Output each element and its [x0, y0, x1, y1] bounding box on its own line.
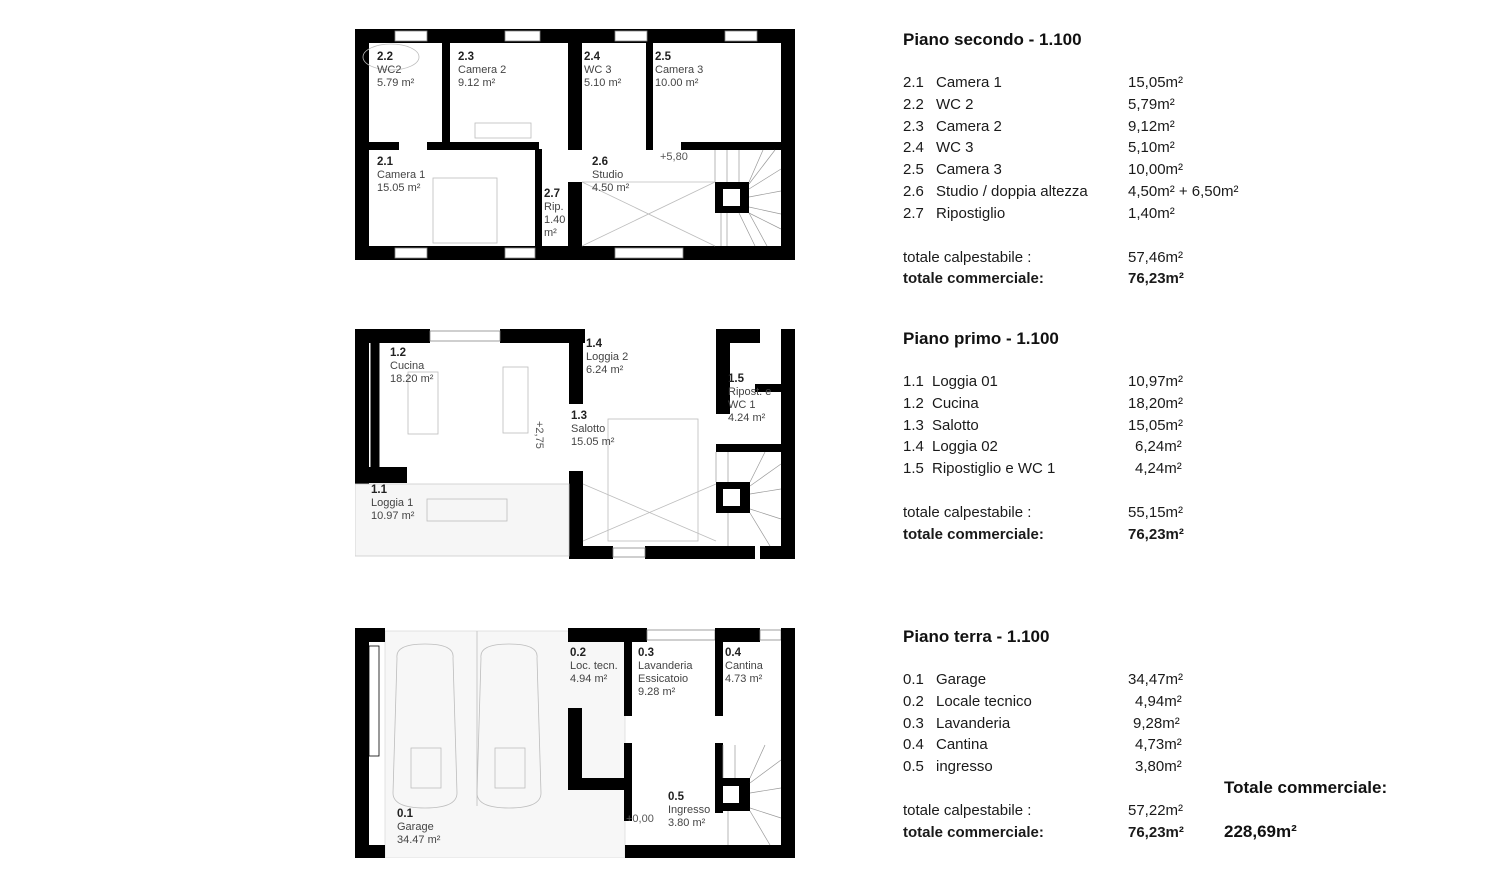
- plan-labels-piano-primo: [355, 329, 795, 559]
- room-row: 0.4 Cantina 4,73m²: [903, 736, 1182, 754]
- room-row: 2.5 Camera 3 10,00m²: [903, 161, 1184, 179]
- room-row: 0.5 ingresso 3,80m²: [903, 758, 1182, 776]
- total-calpestabile-row: totale calpestabile : 55,15m²: [903, 503, 1184, 521]
- plan-room-0-3: 0.3 Lavanderia Essicatoio 9.28 m²: [638, 647, 693, 698]
- plan-room-1-1: 1.1 Loggia 1 10.97 m²: [371, 484, 415, 522]
- plan-room-2-4: 2.4 WC 3 5.10 m²: [584, 51, 622, 89]
- room-row: 2.4 WC 3 5,10m²: [903, 139, 1175, 157]
- room-row: 1.5 Ripostiglio e WC 1 4,24m²: [903, 460, 1182, 478]
- room-row: 1.2 Cucina 18,20m²: [903, 394, 1184, 412]
- room-row: 1.3 Salotto 15,05m²: [903, 416, 1184, 434]
- room-row: 2.6 Studio / doppia altezza 4,50m² + 6,50m²: [903, 182, 1239, 200]
- room-row: 0.2 Locale tecnico 4,94m²: [903, 692, 1182, 710]
- room-row: 1.1 Loggia 01 10,97m²: [903, 373, 1184, 390]
- grand-total-label: Totale commerciale:: [1224, 778, 1388, 797]
- room-row: 0.3 Lavanderia 9,28m²: [903, 714, 1180, 732]
- floor-title: Piano secondo - 1.100: [903, 30, 1082, 49]
- total-calpestabile-row: totale calpestabile : 57,22m²: [903, 801, 1184, 819]
- schedule-piano-terra: [903, 627, 1263, 844]
- schedule-piano-primo: [903, 329, 1263, 546]
- floor-title: Piano primo - 1.100: [903, 329, 1059, 348]
- plan-room-1-4: 1.4 Loggia 2 6.24 m²: [586, 338, 629, 376]
- room-row: 1.4 Loggia 02 6,24m²: [903, 438, 1182, 456]
- level-mark: +0,00: [626, 813, 654, 825]
- plan-room-0-2: 0.2 Loc. tecn. 4.94 m²: [570, 647, 618, 685]
- plan-room-0-1: 0.1 Garage 34.47 m²: [397, 808, 441, 846]
- room-row: 2.2 WC 2 5,79m²: [903, 95, 1175, 113]
- total-commerciale-row: totale commerciale: 76,23m²: [903, 270, 1184, 288]
- plan-room-1-5: 1.5 Ripost. e WC 1 4.24 m²: [728, 373, 772, 424]
- grand-total-value: 228,69m²: [1224, 822, 1297, 841]
- floor-title: Piano terra - 1.100: [903, 627, 1050, 646]
- schedule-piano-secondo: [903, 30, 1263, 290]
- plan-room-0-5: 0.5 Ingresso 3.80 m²: [668, 791, 711, 829]
- room-row: 2.3 Camera 2 9,12m²: [903, 117, 1175, 135]
- room-row: 2.7 Ripostiglio 1,40m²: [903, 204, 1175, 222]
- room-row: 0.1 Garage 34,47m²: [903, 671, 1184, 688]
- plan-room-0-4: 0.4 Cantina 4.73 m²: [725, 647, 763, 685]
- total-commerciale-row: totale commerciale: 76,23m²: [903, 823, 1184, 841]
- room-row: 2.1 Camera 1 15,05m²: [903, 74, 1184, 91]
- plan-room-2-6: 2.6 Studio 4.50 m²: [592, 156, 630, 194]
- plan-room-2-3: 2.3 Camera 2 9.12 m²: [458, 51, 507, 89]
- plan-labels-piano-secondo: [355, 29, 795, 260]
- plan-room-2-2: 2.2 WC2 5.79 m²: [377, 51, 415, 89]
- plan-room-1-3: 1.3 Salotto 15.05 m²: [571, 410, 615, 448]
- plan-room-2-7: 2.7 Rip. 1.40 m²: [544, 188, 566, 239]
- total-calpestabile-row: totale calpestabile : 57,46m²: [903, 248, 1184, 266]
- level-mark: +2,75: [533, 421, 545, 449]
- level-mark: +5,80: [660, 151, 688, 163]
- plan-room-1-2: 1.2 Cucina 18.20 m²: [390, 347, 434, 385]
- plan-room-2-5: 2.5 Camera 3 10.00 m²: [655, 51, 704, 89]
- plan-room-2-1: 2.1 Camera 1 15.05 m²: [377, 156, 426, 194]
- plan-labels-piano-terra: [355, 628, 795, 858]
- total-commerciale-row: totale commerciale: 76,23m²: [903, 525, 1184, 543]
